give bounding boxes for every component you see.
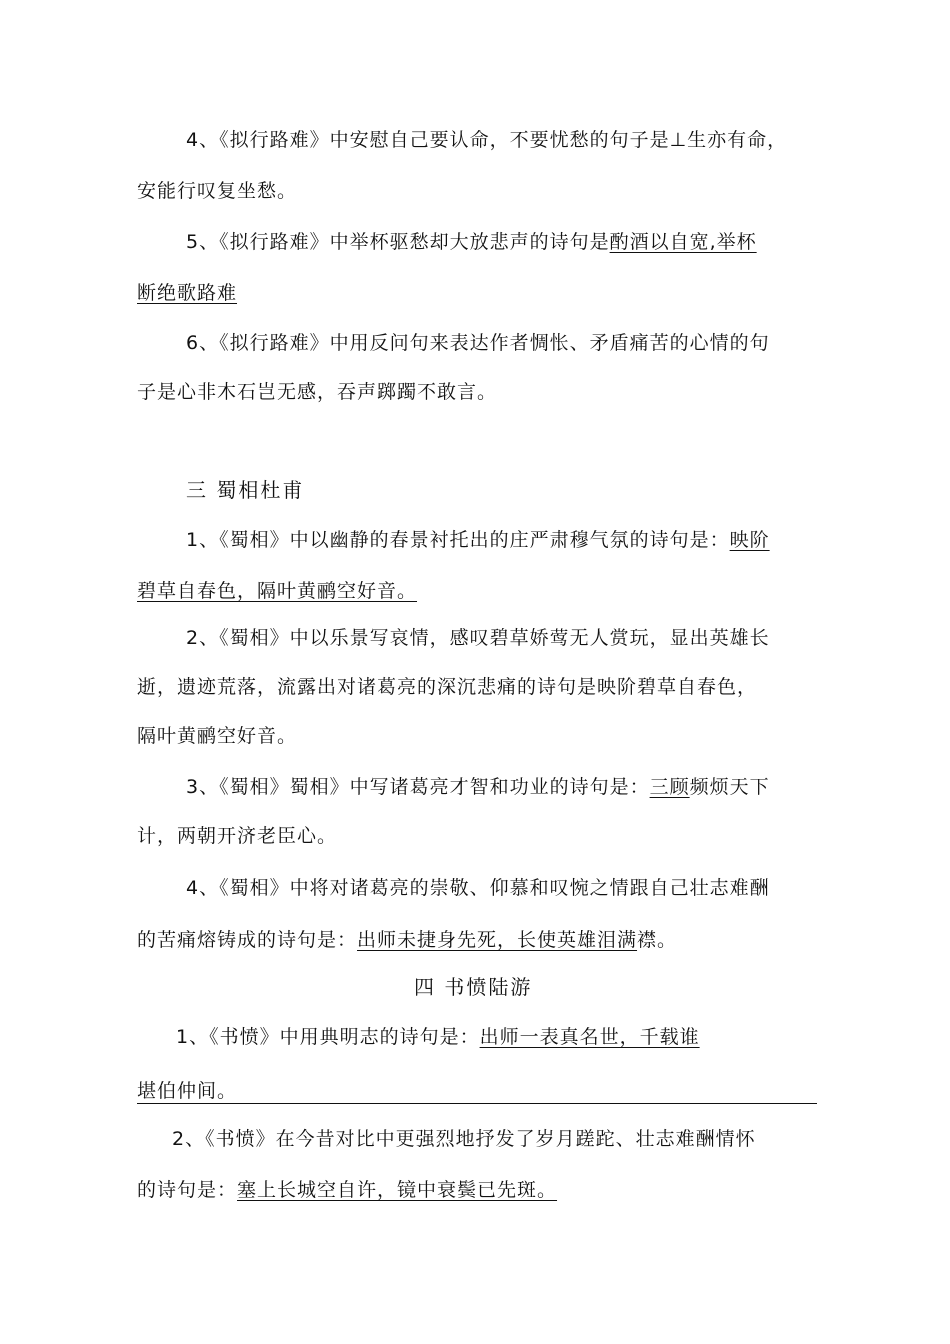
s4-item1-underline-rule — [137, 1103, 817, 1104]
s3-item4-line2 — [137, 927, 677, 953]
s3-item1-text: 1、《蜀相》中以幽静的春景衬托出的庄严肃穆气氛的诗句是： — [186, 529, 730, 551]
s2-item6-line1: 6、《拟行路难》中用反问句来表达作者惆怅、矛盾痛苦的心情的句 — [186, 332, 770, 354]
s3-item4-underlined: 出师未捷身先死，长使英雄泪满 — [357, 929, 638, 951]
s3-item3-line1 — [186, 774, 770, 800]
section3-title: 三 蜀相杜甫 — [186, 478, 305, 502]
s4-item1-underlined: 出师一表真名世，千载谁 — [479, 1026, 700, 1048]
s4-item2-text: 的诗句是： — [137, 1179, 238, 1201]
section4-title: 四 书愤陆游 — [414, 975, 533, 999]
s3-item3-text: 3、《蜀相》蜀相》中写诸葛亮才智和功业的诗句是： — [186, 776, 650, 798]
s2-item5-line2: 断绝歌路难 — [137, 282, 238, 304]
s3-item3-underlined: 三顾 — [649, 776, 690, 798]
s3-item1-line1 — [186, 527, 770, 553]
s4-item1-line2: 堪伯仲间。 — [137, 1080, 238, 1102]
s4-item1-text: 1、《书愤》中用典明志的诗句是： — [176, 1026, 480, 1048]
s3-item4-text: 的苦痛熔铸成的诗句是： — [137, 929, 358, 951]
s2-item4-line2: 安能行叹复坐愁。 — [137, 180, 298, 202]
s3-item4-line1: 4、《蜀相》中将对诸葛亮的崇敬、仰慕和叹惋之情跟自己壮志难酬 — [186, 877, 770, 899]
s3-item3-tail: 频烦天下 — [689, 776, 770, 798]
s2-item5-text: 5、《拟行路难》中举杯驱愁却大放悲声的诗句是 — [186, 231, 610, 253]
s3-item4-tail: 襟。 — [637, 929, 678, 951]
s3-item3-line2: 计，两朝开济老臣心。 — [137, 825, 338, 847]
s3-item2-line1: 2、《蜀相》中以乐景写哀情，感叹碧草娇莺无人赏玩，显出英雄长 — [186, 627, 770, 649]
s2-item4-line1: 4、《拟行路难》中安慰自己要认命，不要忧愁的句子是⊥生亦有命， — [186, 129, 788, 151]
s3-item1-underlined: 映阶 — [729, 529, 770, 551]
s2-item5-underlined: 酌酒以自宽,举杯 — [609, 231, 757, 253]
s4-item1-line1 — [176, 1024, 700, 1050]
s4-item2-underlined: 塞上长城空自许，镜中衰鬓已先斑。 — [237, 1179, 558, 1201]
s2-item5-line1 — [186, 229, 757, 255]
s4-item2-line1: 2、《书愤》在今昔对比中更强烈地抒发了岁月蹉跎、壮志难酬情怀 — [172, 1128, 756, 1150]
s3-item2-line3: 隔叶黄鹂空好音。 — [137, 725, 298, 747]
s2-item6-line2: 子是心非木石岂无感，吞声踯躅不敢言。 — [137, 381, 498, 403]
s4-item2-line2 — [137, 1177, 557, 1203]
s3-item1-line2: 碧草自春色，隔叶黄鹂空好音。 — [137, 580, 418, 602]
s3-item2-line2: 逝，遗迹荒落，流露出对诸葛亮的深沉悲痛的诗句是映阶碧草自春色， — [137, 676, 758, 698]
